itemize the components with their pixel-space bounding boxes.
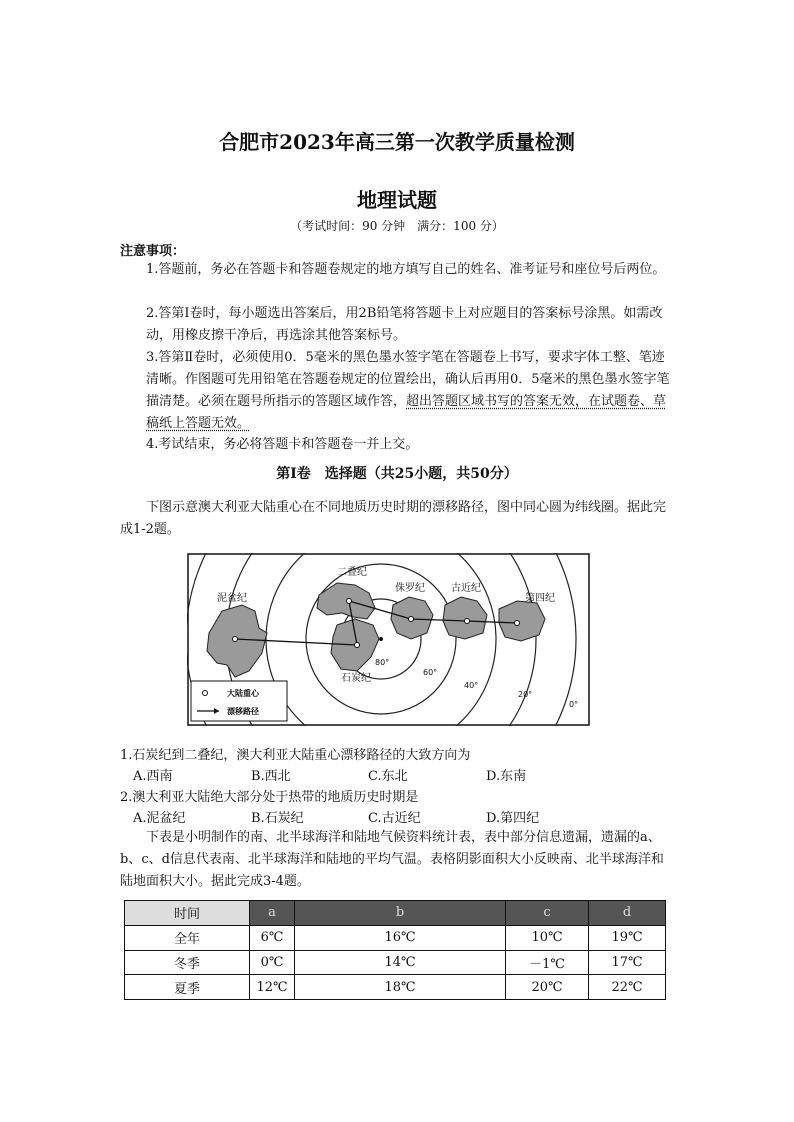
- table-row: [125, 975, 666, 1000]
- exam-info: （考试时间：90 分钟 满分：100 分）: [290, 219, 504, 233]
- q1-option-a: A.西南: [133, 769, 173, 784]
- note-number: 3.: [146, 350, 159, 365]
- note-4: [146, 434, 676, 456]
- note-text: 答第Ⅰ卷时，每小题选出答案后，用2B铅笔将答题卡上对应题目的答案标号涂黑。如需改动，用橡皮擦干净后，再选涂其他答案标号。: [146, 306, 663, 343]
- intro-q1-2: 下图示意澳大利亚大陆重心在不同地质历史时期的漂移路径，图中同心圆为纬线圈。据此完成1-2题。: [120, 500, 667, 537]
- header-time: 时间: [125, 901, 250, 926]
- question-1-stem: 1.石炭纪到二叠纪，澳大利亚大陆重心漂移路径的大致方向为: [120, 748, 471, 763]
- exam-title: 合肥市2023年高三第一次教学质量检测: [219, 130, 575, 154]
- note-text: 答题前，务必在答题卡和答题卷规定的地方填写自己的姓名、准考证号和座位号后两位。: [158, 262, 666, 277]
- row-label: 全年: [125, 925, 250, 950]
- row-label: 夏季: [125, 975, 250, 1000]
- question-2-stem: 2.澳大利亚大陆绝大部分处于热带的地质历史时期是: [120, 790, 419, 805]
- label-jurassic: 侏罗纪: [395, 583, 425, 594]
- lat-label-60: 60°: [423, 668, 438, 677]
- note-number: 4.: [146, 437, 159, 452]
- notes-heading: 注意事项：: [120, 244, 186, 259]
- table-cell: 6℃: [250, 925, 295, 950]
- note-3: [146, 347, 676, 435]
- table-cell: 22℃: [589, 975, 666, 1000]
- note-text-emphasis: 超出答题区域书写的答案无效，在试题卷、草稿纸上答题无效。: [146, 394, 667, 431]
- lat-label-80: 80°: [375, 658, 390, 667]
- legend-path-label: 漂移路径: [227, 707, 259, 716]
- section-heading: 第Ⅰ卷 选择题（共25小题，共50分）: [276, 466, 518, 482]
- table-cell: 18℃: [295, 975, 506, 1000]
- center-devonian: [233, 637, 238, 642]
- pole-point: [379, 637, 383, 641]
- figure-legend: [191, 681, 287, 721]
- center-carboniferous: [355, 643, 360, 648]
- table-cell: 19℃: [589, 925, 666, 950]
- table-cell: －1℃: [506, 950, 589, 975]
- header-b: b: [295, 901, 506, 926]
- label-paleogene: 古近纪: [451, 583, 481, 594]
- header-c: c: [506, 901, 589, 926]
- lat-label-0: 0°: [569, 700, 579, 709]
- intro-q3-4: 下表是小明制作的南、北半球海洋和陆地气候资料统计表，表中部分信息遗漏，遗漏的a、b、c、d信息代表南、北半球海洋和陆地的平均气温。表格阴影面积大小反映南、北半球海洋和陆地面积大小。据此完成3-4题。: [120, 830, 664, 889]
- table-cell: 10℃: [506, 925, 589, 950]
- header-d: d: [589, 901, 666, 926]
- lat-label-20: 20°: [518, 690, 533, 699]
- note-text: 答第Ⅱ卷时，必须使用0．5毫米的黑色墨水签字笔在答题卷上书写，要求字体工整、笔迹清晰。作图题可先用铅笔在答题卷规定的位置绘出，确认后再用0．5毫米的黑色墨水签字笔描清楚。必须在题号所指示的答题区域作答，: [146, 350, 670, 409]
- center-quaternary: [515, 621, 520, 626]
- center-paleogene: [465, 619, 470, 624]
- table-row: [125, 950, 666, 975]
- q2-option-a: A.泥盆纪: [133, 811, 186, 826]
- center-jurassic: [409, 617, 414, 622]
- legend-center-label: 大陆重心: [227, 689, 259, 698]
- row-label: 冬季: [125, 950, 250, 975]
- q2-option-b: B.石炭纪: [251, 811, 304, 826]
- q1-option-b: B.西北: [251, 769, 291, 784]
- note-number: 1.: [146, 262, 159, 277]
- q1-option-d: D.东南: [486, 769, 527, 784]
- note-number: 2.: [146, 306, 159, 321]
- temperature-table: [124, 900, 666, 1000]
- q2-option-d: D.第四纪: [486, 811, 540, 826]
- table-cell: 14℃: [295, 950, 506, 975]
- q1-option-c: C.东北: [368, 769, 408, 784]
- table-cell: 17℃: [589, 950, 666, 975]
- label-quaternary: 第四纪: [525, 593, 555, 604]
- table-header-row: [125, 901, 666, 926]
- lat-label-40: 40°: [464, 681, 479, 690]
- header-a: a: [250, 901, 295, 926]
- table-cell: 16℃: [295, 925, 506, 950]
- center-permian: [347, 599, 352, 604]
- label-devonian: 泥盆纪: [217, 593, 247, 604]
- label-permian: 二叠纪: [337, 567, 367, 578]
- continent-quaternary: [499, 601, 545, 641]
- note-1: [146, 259, 676, 281]
- label-carboniferous: 石炭纪: [341, 673, 371, 684]
- table-cell: 0℃: [250, 950, 295, 975]
- table-cell: 12℃: [250, 975, 295, 1000]
- note-2: [146, 303, 676, 347]
- table-row: [125, 925, 666, 950]
- q2-option-c: C.古近纪: [368, 811, 421, 826]
- table-cell: 20℃: [506, 975, 589, 1000]
- drift-map-figure: [187, 553, 590, 726]
- subject-title: 地理试题: [357, 188, 437, 212]
- note-text: 考试结束，务必将答题卡和答题卷一并上交。: [158, 437, 419, 452]
